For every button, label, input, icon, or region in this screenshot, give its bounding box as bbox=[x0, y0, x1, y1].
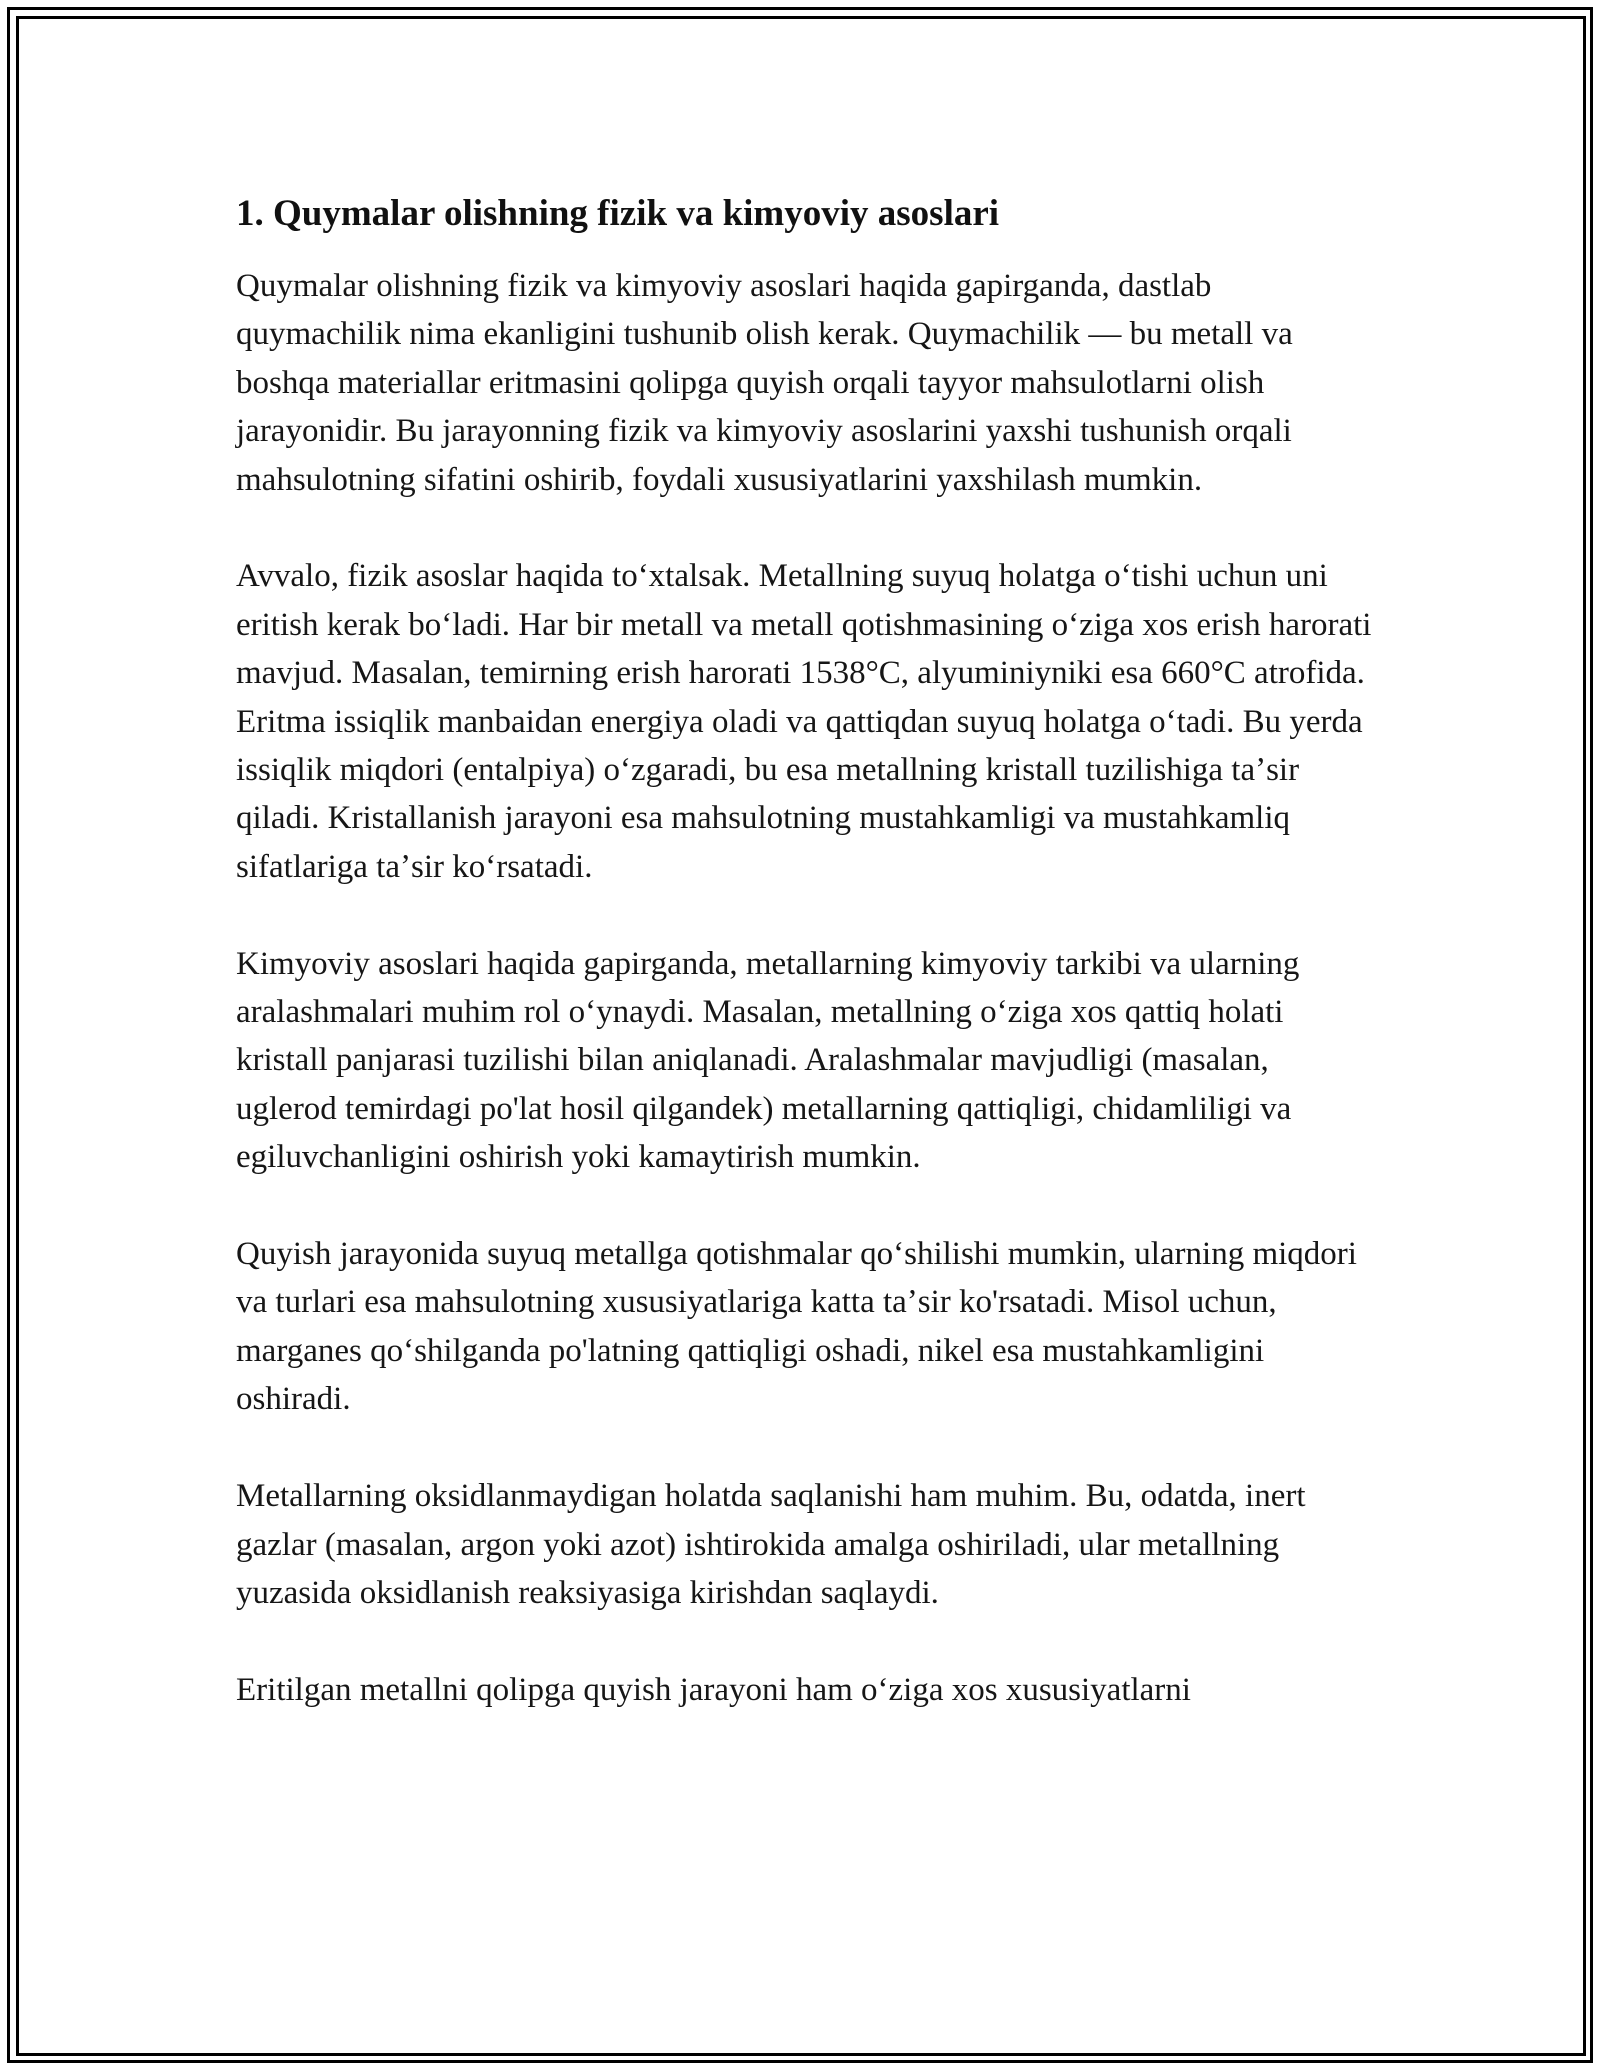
paragraph-casting-process: Eritilgan metallni qolipga quyish jarayoni ham oʻziga xos xususiyatlarni bbox=[236, 1671, 1191, 1708]
paragraph-intro: Quymalar olishning fizik va kimyoviy asoslari haqida gapirganda, dastlab quymachilik nima ekanligini tushunib olish kerak. Quymachilik — bu metall va boshqa materiallar eritmasini qolipga quyish orqali tayyor mahsulotlarni olish jarayonidir. Bu jarayonning fizik va kimyoviy asoslarini yaxshi tushunish orqali mahsulotning sifatini oshirib, foydali xususiyatlarini yaxshilash mumkin. bbox=[236, 268, 1293, 498]
section-heading: 1. Quymalar olishning fizik va kimyoviy asoslari bbox=[236, 193, 1000, 234]
paragraph-physical-basis: Avvalo, fizik asoslar haqida toʻxtalsak. Metallning suyuq holatga oʻtishi uchun uni eritish kerak boʻladi. Har bir metall va metall qotishmasining oʻziga xos erish harorati mavjud. Masalan, temirning erish harorati 1538°C, alyuminiyniki esa 660°C atrofida. Eritma issiqlik manbaidan energiya oladi va qattiqdan suyuq holatga oʻtadi. Bu yerda issiqlik miqdori (entalpiya) oʻzgaradi, bu esa metallning kristall tuzilishiga taʼsir qiladi. Kristallanish jarayoni esa mahsulotning mustahkamligi va mustahkamliq sifatlariga taʼsir koʻrsatadi. bbox=[236, 558, 1372, 885]
document-body bbox=[236, 178, 1376, 1763]
paragraph-oxidation: Metallarning oksidlanmaydigan holatda saqlanishi ham muhim. Bu, odatda, inert gazlar (masalan, argon yoki azot) ishtirokida amalga oshiriladi, ular metallning yuzasida oksidlanish reaksiyasiga kirishdan saqlaydi. bbox=[236, 1478, 1306, 1611]
paragraph-chemical-basis: Kimyoviy asoslari haqida gapirganda, metallarning kimyoviy tarkibi va ularning aralashmalari muhim rol oʻynaydi. Masalan, metallning oʻziga xos qattiq holati kristall panjarasi tuzilishi bilan aniqlanadi. Aralashmalar mavjudligi (masalan, uglerod temirdagi po'lat hosil qilgandek) metallarning qattiqligi, chidamliligi va egiluvchanligini oshirish yoki kamaytirish mumkin. bbox=[236, 945, 1300, 1176]
paragraph-alloying: Quyish jarayonida suyuq metallga qotishmalar qoʻshilishi mumkin, ularning miqdori va turlari esa mahsulotning xususiyatlariga katta taʼsir ko'rsatadi. Misol uchun, marganes qoʻshilganda po'latning qattiqligi oshadi, nikel esa mustahkamligini oshiradi. bbox=[236, 1236, 1357, 1418]
